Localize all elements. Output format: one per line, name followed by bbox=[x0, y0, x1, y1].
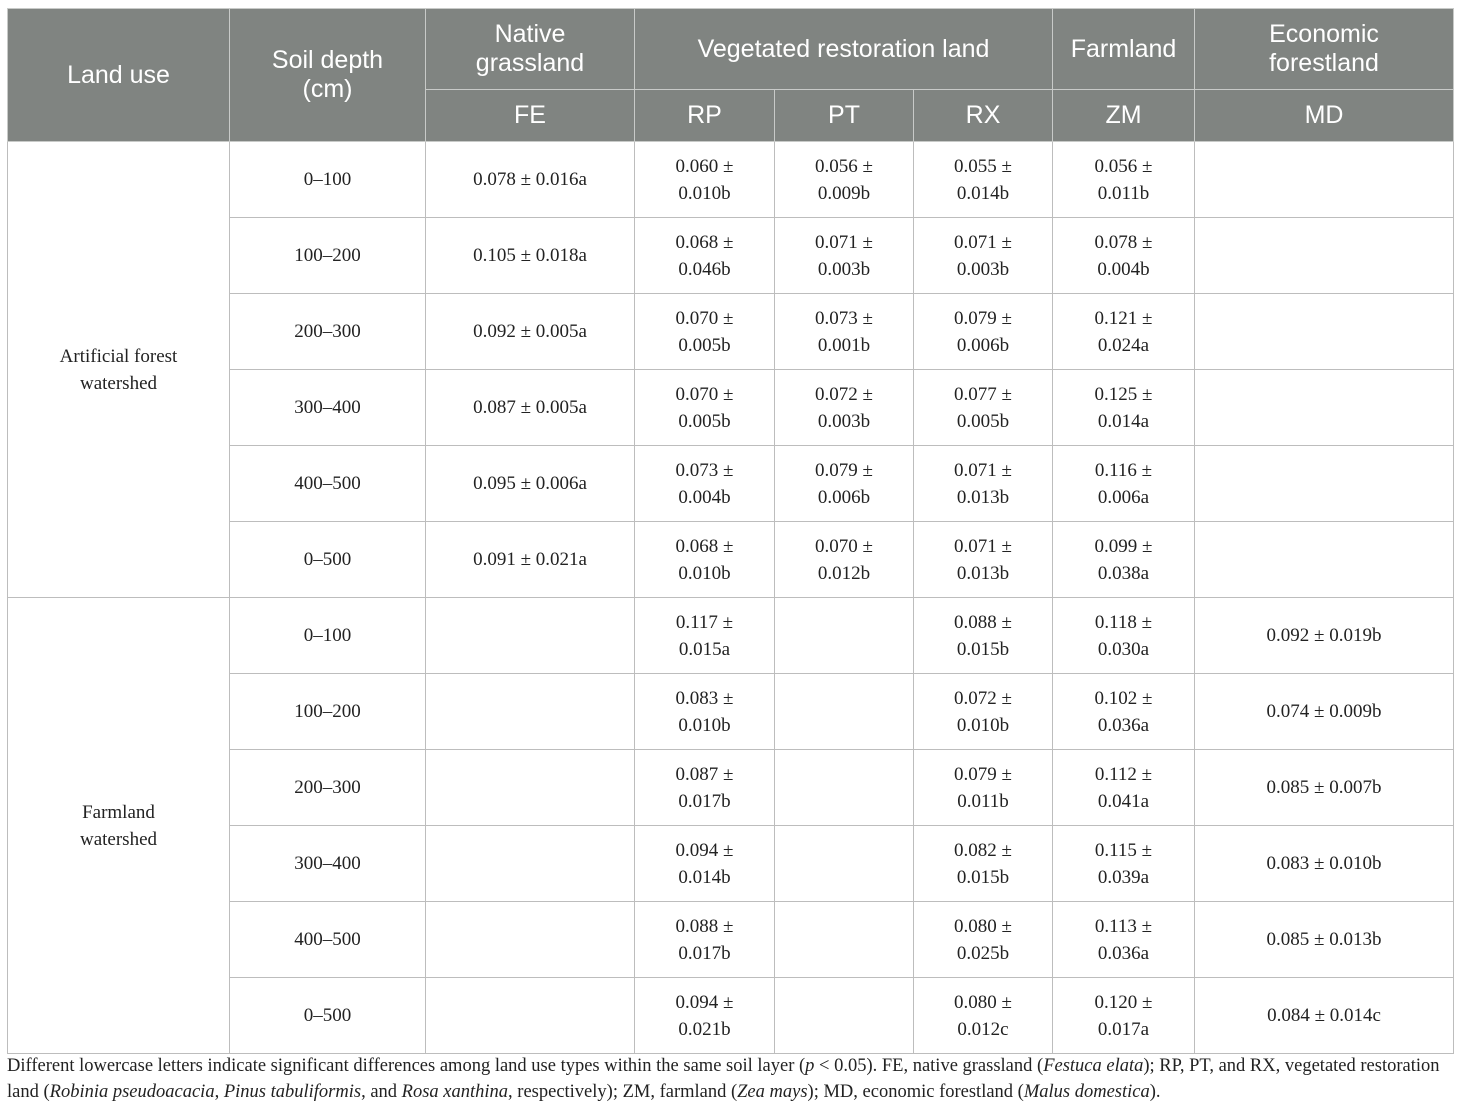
zm-value-cell-line: 0.036a bbox=[1097, 942, 1150, 964]
rp-value-cell bbox=[635, 750, 775, 826]
rx-value-cell-line: 0.055 ± bbox=[954, 155, 1012, 177]
header-soil-depth bbox=[230, 9, 426, 142]
rp-value-cell-line: 0.094 ± bbox=[675, 991, 734, 1013]
md-value-cell: 0.083 ± 0.010b bbox=[1195, 826, 1454, 902]
md-value-cell: 0.085 ± 0.013b bbox=[1195, 902, 1454, 978]
pt-value-cell-line: 0.003b bbox=[817, 410, 871, 432]
rp-value-cell-line: 0.073 ± bbox=[675, 459, 734, 481]
rp-value-cell bbox=[635, 294, 775, 370]
rx-value-cell bbox=[914, 294, 1053, 370]
rp-value-cell-line: 0.014b bbox=[678, 866, 731, 888]
pt-value-cell bbox=[775, 826, 914, 902]
zm-value-cell bbox=[1053, 142, 1195, 218]
rp-value-cell bbox=[635, 218, 775, 294]
pt-value-cell-line: 0.056 ± bbox=[815, 155, 873, 177]
rp-value-cell-line: 0.068 ± bbox=[675, 231, 734, 253]
header-land-use: Land use bbox=[8, 9, 230, 142]
md-value-cell bbox=[1195, 142, 1454, 218]
land-use-label: Artificial forest watershed bbox=[59, 345, 178, 394]
fe-value-cell: 0.092 ± 0.005a bbox=[426, 294, 635, 370]
caption-text: , and bbox=[361, 1082, 402, 1102]
caption-species: Festuca elata bbox=[1043, 1056, 1144, 1076]
header-vegetated-restoration-land: Vegetated restoration land bbox=[635, 9, 1053, 90]
fe-value-cell bbox=[426, 826, 635, 902]
rp-value-cell-line: 0.060 ± bbox=[675, 155, 734, 177]
rp-value-cell bbox=[635, 978, 775, 1054]
zm-value-cell-line: 0.125 ± bbox=[1094, 383, 1153, 405]
zm-value-cell-line: 0.036a bbox=[1097, 714, 1150, 736]
soil-depth-cell: 300–400 bbox=[230, 826, 426, 902]
zm-value-cell bbox=[1053, 598, 1195, 674]
fe-value-cell bbox=[426, 750, 635, 826]
rp-value-cell-line: 0.068 ± bbox=[675, 535, 734, 557]
rx-value-cell bbox=[914, 902, 1053, 978]
soil-depth-cell: 100–200 bbox=[230, 218, 426, 294]
rp-value-cell-line: 0.010b bbox=[678, 562, 731, 584]
zm-value-cell-line: 0.011b bbox=[1097, 182, 1150, 204]
rx-value-cell-line: 0.025b bbox=[956, 942, 1010, 964]
zm-value-cell-line: 0.039a bbox=[1097, 866, 1150, 888]
rp-value-cell-line: 0.004b bbox=[678, 486, 731, 508]
zm-value-cell-line: 0.030a bbox=[1097, 638, 1150, 660]
table-row bbox=[8, 598, 1454, 674]
fe-value-cell: 0.105 ± 0.018a bbox=[426, 218, 635, 294]
rp-value-cell bbox=[635, 598, 775, 674]
fe-value-cell bbox=[426, 978, 635, 1054]
pt-value-cell-line: 0.072 ± bbox=[815, 383, 873, 405]
rx-value-cell-line: 0.088 ± bbox=[954, 611, 1012, 633]
rx-value-cell bbox=[914, 674, 1053, 750]
pt-value-cell-line: 0.009b bbox=[817, 182, 871, 204]
rp-value-cell-line: 0.083 ± bbox=[675, 687, 734, 709]
zm-value-cell-line: 0.078 ± bbox=[1094, 231, 1153, 253]
rx-value-cell-line: 0.013b bbox=[956, 562, 1010, 584]
rx-value-cell-line: 0.012c bbox=[957, 1018, 1009, 1040]
header-soil-depth-text: Soil depth (cm) bbox=[271, 46, 384, 103]
rx-value-cell-line: 0.071 ± bbox=[954, 535, 1012, 557]
rp-value-cell bbox=[635, 370, 775, 446]
pt-value-cell bbox=[775, 902, 914, 978]
md-value-cell: 0.084 ± 0.014c bbox=[1195, 978, 1454, 1054]
pt-value-cell-line: 0.079 ± bbox=[815, 459, 873, 481]
rp-value-cell-line: 0.005b bbox=[678, 334, 731, 356]
rx-value-cell-line: 0.071 ± bbox=[954, 231, 1012, 253]
zm-value-cell-line: 0.120 ± bbox=[1094, 991, 1153, 1013]
rx-value-cell-line: 0.079 ± bbox=[954, 763, 1012, 785]
soil-depth-cell: 0–100 bbox=[230, 598, 426, 674]
zm-value-cell-line: 0.006a bbox=[1097, 486, 1150, 508]
zm-value-cell bbox=[1053, 902, 1195, 978]
rp-value-cell-line: 0.070 ± bbox=[675, 307, 734, 329]
caption-species: Rosa xanthina bbox=[401, 1082, 509, 1102]
soil-depth-cell: 0–100 bbox=[230, 142, 426, 218]
data-table bbox=[7, 8, 1454, 1054]
rx-value-cell-line: 0.013b bbox=[956, 486, 1010, 508]
zm-value-cell-line: 0.116 ± bbox=[1094, 459, 1153, 481]
zm-value-cell-line: 0.014a bbox=[1097, 410, 1150, 432]
header-code-pt: PT bbox=[775, 90, 914, 142]
header-native-grassland bbox=[426, 9, 635, 90]
pt-value-cell-line: 0.073 ± bbox=[815, 307, 873, 329]
header-farmland: Farmland bbox=[1053, 9, 1195, 90]
rx-value-cell-line: 0.015b bbox=[956, 866, 1010, 888]
md-value-cell bbox=[1195, 370, 1454, 446]
rp-value-cell-line: 0.005b bbox=[678, 410, 731, 432]
zm-value-cell-line: 0.056 ± bbox=[1094, 155, 1153, 177]
pt-value-cell-line: 0.006b bbox=[817, 486, 871, 508]
zm-value-cell-line: 0.038a bbox=[1097, 562, 1150, 584]
pt-value-cell bbox=[775, 598, 914, 674]
rp-value-cell bbox=[635, 522, 775, 598]
zm-value-cell-line: 0.115 ± bbox=[1094, 839, 1153, 861]
rx-value-cell-line: 0.077 ± bbox=[954, 383, 1012, 405]
rx-value-cell bbox=[914, 522, 1053, 598]
pt-value-cell-line: 0.001b bbox=[817, 334, 871, 356]
fe-value-cell bbox=[426, 902, 635, 978]
rp-value-cell-line: 0.021b bbox=[678, 1018, 731, 1040]
zm-value-cell bbox=[1053, 978, 1195, 1054]
rp-value-cell-line: 0.017b bbox=[678, 790, 731, 812]
pt-value-cell bbox=[775, 218, 914, 294]
rp-value-cell-line: 0.088 ± bbox=[675, 915, 734, 937]
soil-depth-cell: 400–500 bbox=[230, 446, 426, 522]
md-value-cell: 0.074 ± 0.009b bbox=[1195, 674, 1454, 750]
header-code-rx: RX bbox=[914, 90, 1053, 142]
soil-depth-cell: 400–500 bbox=[230, 902, 426, 978]
pt-value-cell bbox=[775, 370, 914, 446]
rx-value-cell-line: 0.006b bbox=[956, 334, 1010, 356]
rp-value-cell-line: 0.010b bbox=[678, 182, 731, 204]
md-value-cell bbox=[1195, 294, 1454, 370]
soil-depth-cell: 0–500 bbox=[230, 522, 426, 598]
zm-value-cell bbox=[1053, 750, 1195, 826]
soil-depth-cell: 200–300 bbox=[230, 294, 426, 370]
table-body bbox=[8, 142, 1454, 1054]
zm-value-cell-line: 0.112 ± bbox=[1094, 763, 1153, 785]
header-code-md: MD bbox=[1195, 90, 1454, 142]
rx-value-cell bbox=[914, 750, 1053, 826]
rx-value-cell-line: 0.071 ± bbox=[954, 459, 1012, 481]
fe-value-cell bbox=[426, 598, 635, 674]
rx-value-cell-line: 0.072 ± bbox=[954, 687, 1012, 709]
caption-species: Pinus tabuliformis bbox=[223, 1082, 362, 1102]
pt-value-cell-line: 0.003b bbox=[817, 258, 871, 280]
pt-value-cell bbox=[775, 522, 914, 598]
rx-value-cell-line: 0.011b bbox=[957, 790, 1009, 812]
zm-value-cell bbox=[1053, 218, 1195, 294]
md-value-cell bbox=[1195, 446, 1454, 522]
rx-value-cell bbox=[914, 598, 1053, 674]
land-use-cell bbox=[8, 142, 230, 598]
caption-text: ); RP, PT, and RX, vegetated restoration land ( bbox=[7, 1056, 1440, 1102]
caption-text: ). bbox=[1149, 1082, 1161, 1102]
zm-value-cell bbox=[1053, 522, 1195, 598]
zm-value-cell-line: 0.004b bbox=[1097, 258, 1150, 280]
caption-p: p bbox=[805, 1056, 815, 1076]
zm-value-cell bbox=[1053, 370, 1195, 446]
caption-species: Malus domestica bbox=[1023, 1082, 1150, 1102]
table-row bbox=[8, 142, 1454, 218]
fe-value-cell: 0.091 ± 0.021a bbox=[426, 522, 635, 598]
rp-value-cell-line: 0.094 ± bbox=[675, 839, 734, 861]
rx-value-cell-line: 0.003b bbox=[956, 258, 1010, 280]
pt-value-cell-line: 0.012b bbox=[817, 562, 871, 584]
md-value-cell: 0.085 ± 0.007b bbox=[1195, 750, 1454, 826]
caption-species: Robinia pseudoacacia bbox=[49, 1082, 215, 1102]
rp-value-cell bbox=[635, 446, 775, 522]
soil-depth-cell: 0–500 bbox=[230, 978, 426, 1054]
rx-value-cell bbox=[914, 446, 1053, 522]
land-use-cell bbox=[8, 598, 230, 1054]
pt-value-cell bbox=[775, 674, 914, 750]
rx-value-cell-line: 0.015b bbox=[956, 638, 1010, 660]
caption-text: < 0.05). FE, native grassland ( bbox=[814, 1056, 1044, 1076]
md-value-cell bbox=[1195, 218, 1454, 294]
zm-value-cell-line: 0.118 ± bbox=[1094, 611, 1153, 633]
zm-value-cell-line: 0.024a bbox=[1097, 334, 1150, 356]
zm-value-cell-line: 0.121 ± bbox=[1094, 307, 1153, 329]
rx-value-cell-line: 0.082 ± bbox=[954, 839, 1012, 861]
zm-value-cell-line: 0.102 ± bbox=[1094, 687, 1153, 709]
caption-text: Different lowercase letters indicate significant differences among land use types within the same soil layer ( bbox=[7, 1056, 806, 1076]
zm-value-cell-line: 0.041a bbox=[1097, 790, 1150, 812]
zm-value-cell bbox=[1053, 826, 1195, 902]
caption-text: , respectively); ZM, farmland ( bbox=[508, 1082, 738, 1102]
pt-value-cell bbox=[775, 750, 914, 826]
rx-value-cell-line: 0.080 ± bbox=[954, 991, 1012, 1013]
rp-value-cell-line: 0.117 ± bbox=[675, 611, 734, 633]
caption-species: Zea mays bbox=[737, 1082, 808, 1102]
data-table-container bbox=[7, 8, 1453, 1054]
header-economic-forestland bbox=[1195, 9, 1454, 90]
rx-value-cell bbox=[914, 978, 1053, 1054]
pt-value-cell bbox=[775, 142, 914, 218]
rp-value-cell bbox=[635, 674, 775, 750]
table-caption bbox=[7, 1053, 1455, 1105]
zm-value-cell-line: 0.113 ± bbox=[1094, 915, 1153, 937]
rp-value-cell-line: 0.017b bbox=[678, 942, 731, 964]
table-header bbox=[8, 9, 1454, 142]
zm-value-cell-line: 0.017a bbox=[1097, 1018, 1150, 1040]
fe-value-cell: 0.078 ± 0.016a bbox=[426, 142, 635, 218]
fe-value-cell bbox=[426, 674, 635, 750]
rx-value-cell bbox=[914, 370, 1053, 446]
rp-value-cell-line: 0.087 ± bbox=[675, 763, 734, 785]
fe-value-cell: 0.087 ± 0.005a bbox=[426, 370, 635, 446]
header-code-rp: RP bbox=[635, 90, 775, 142]
rx-value-cell bbox=[914, 142, 1053, 218]
zm-value-cell bbox=[1053, 446, 1195, 522]
caption-text: ); MD, economic forestland ( bbox=[807, 1082, 1024, 1102]
pt-value-cell-line: 0.070 ± bbox=[815, 535, 873, 557]
rp-value-cell-line: 0.015a bbox=[678, 638, 731, 660]
soil-depth-cell: 100–200 bbox=[230, 674, 426, 750]
soil-depth-cell: 200–300 bbox=[230, 750, 426, 826]
zm-value-cell-line: 0.099 ± bbox=[1094, 535, 1153, 557]
header-code-fe: FE bbox=[426, 90, 635, 142]
caption-text: , bbox=[214, 1082, 224, 1102]
header-economic-forestland-text: Economic forestland bbox=[1269, 20, 1379, 77]
rp-value-cell-line: 0.010b bbox=[678, 714, 731, 736]
pt-value-cell bbox=[775, 978, 914, 1054]
md-value-cell: 0.092 ± 0.019b bbox=[1195, 598, 1454, 674]
header-native-grassland-text: Native grassland bbox=[475, 20, 585, 77]
rx-value-cell-line: 0.080 ± bbox=[954, 915, 1012, 937]
rp-value-cell bbox=[635, 142, 775, 218]
rx-value-cell bbox=[914, 218, 1053, 294]
soil-depth-cell: 300–400 bbox=[230, 370, 426, 446]
pt-value-cell-line: 0.071 ± bbox=[815, 231, 873, 253]
md-value-cell bbox=[1195, 522, 1454, 598]
header-code-zm: ZM bbox=[1053, 90, 1195, 142]
land-use-label: Farmland watershed bbox=[79, 801, 158, 850]
rp-value-cell-line: 0.046b bbox=[678, 258, 731, 280]
rx-value-cell bbox=[914, 826, 1053, 902]
rp-value-cell bbox=[635, 826, 775, 902]
rx-value-cell-line: 0.010b bbox=[956, 714, 1010, 736]
rx-value-cell-line: 0.079 ± bbox=[954, 307, 1012, 329]
zm-value-cell bbox=[1053, 674, 1195, 750]
rx-value-cell-line: 0.014b bbox=[956, 182, 1010, 204]
rp-value-cell-line: 0.070 ± bbox=[675, 383, 734, 405]
rx-value-cell-line: 0.005b bbox=[956, 410, 1010, 432]
rp-value-cell bbox=[635, 902, 775, 978]
zm-value-cell bbox=[1053, 294, 1195, 370]
pt-value-cell bbox=[775, 294, 914, 370]
fe-value-cell: 0.095 ± 0.006a bbox=[426, 446, 635, 522]
pt-value-cell bbox=[775, 446, 914, 522]
